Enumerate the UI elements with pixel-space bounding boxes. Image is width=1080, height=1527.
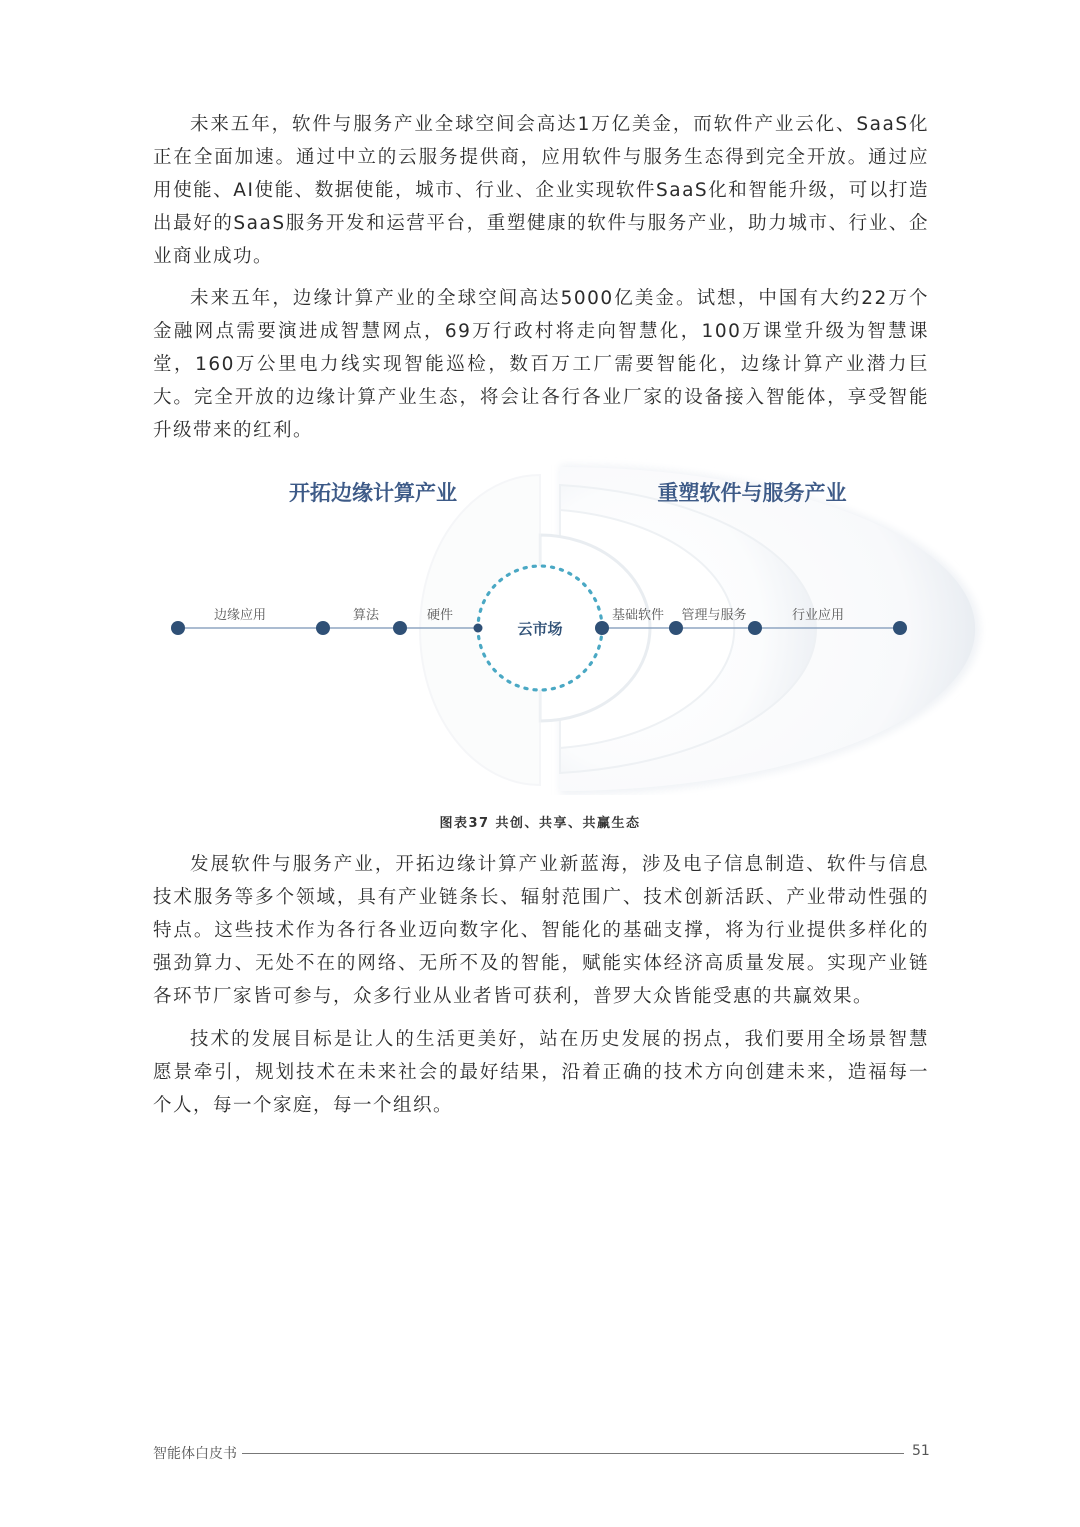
diagram-canvas [0, 455, 1080, 795]
node-ring-left [474, 624, 483, 633]
cloud-market-label: 云市场 [517, 620, 563, 638]
node-end [893, 621, 907, 635]
footer-title: 智能体白皮书 [153, 1446, 237, 1462]
paragraph-1: 未来五年，软件与服务产业全球空间会高达1万亿美金，而软件产业云化、SaaS化正在全面加速。通过中立的云服务提供商，应用软件与服务生态得到完全开放。通过应用使能、AI使能、数据使能，城市、行业、企业实现软件SaaS化和智能升级，可以打造出最好的SaaS服务开发和运营平台，重塑健康的软件与服务产业，助力城市、行业、企业商业成功。 [153, 114, 929, 267]
label-base-software: 基础软件 [611, 608, 665, 623]
node-management [669, 621, 683, 635]
page-number: 51 [912, 1443, 930, 1459]
footer-divider [242, 1453, 904, 1454]
paragraph-3: 发展软件与服务产业，开拓边缘计算产业新蓝海，涉及电子信息制造、软件与信息技术服务等多个领域，具有产业链条长、辐射范围广、技术创新活跃、产业带动性强的特点。这些技术作为各行各业迈向数字化、智能化的基础支撑，将为行业提供多样化的强劲算力、无处不在的网络、无所不及的智能，赋能实体经济高质量发展。实现产业链各环节厂家皆可参与，众多行业从业者皆可获利，普罗大众皆能受惠的共赢效果。 [153, 854, 929, 1007]
node-algorithm [316, 621, 330, 635]
label-edge-app: 边缘应用 [213, 608, 267, 623]
label-algorithm: 算法 [352, 608, 380, 623]
ecosystem-diagram [0, 455, 1080, 795]
left-title: 开拓边缘计算产业 [289, 481, 457, 505]
label-industry-app: 行业应用 [791, 608, 845, 623]
figure-caption: 图表37 共创、共享、共赢生态 [439, 816, 641, 831]
paragraph-4: 技术的发展目标是让人的生活更美好，站在历史发展的拐点，我们要用全场景智慧愿景牵引，规划技术在未来社会的最好结果，沿着正确的技术方向创建未来，造福每一个人，每一个家庭，每一个组织。 [153, 1029, 929, 1116]
label-hardware: 硬件 [426, 608, 454, 623]
node-edge-app [171, 621, 185, 635]
node-base-software [595, 621, 609, 635]
node-industry-app [748, 621, 762, 635]
paragraph-2: 未来五年，边缘计算产业的全球空间高达5000亿美金。试想，中国有大约22万个金融网点需要演进成智慧网点，69万行政村将走向智慧化，100万课堂升级为智慧课堂，160万公里电力线实现智能巡检，数百万工厂需要智能化，边缘计算产业潜力巨大。完全开放的边缘计算产业生态，将会让各行各业厂家的设备接入智能体，享受智能升级带来的红利。 [153, 288, 929, 441]
label-management: 管理与服务 [681, 608, 747, 623]
right-title: 重塑软件与服务产业 [657, 481, 847, 505]
node-hardware [393, 621, 407, 635]
